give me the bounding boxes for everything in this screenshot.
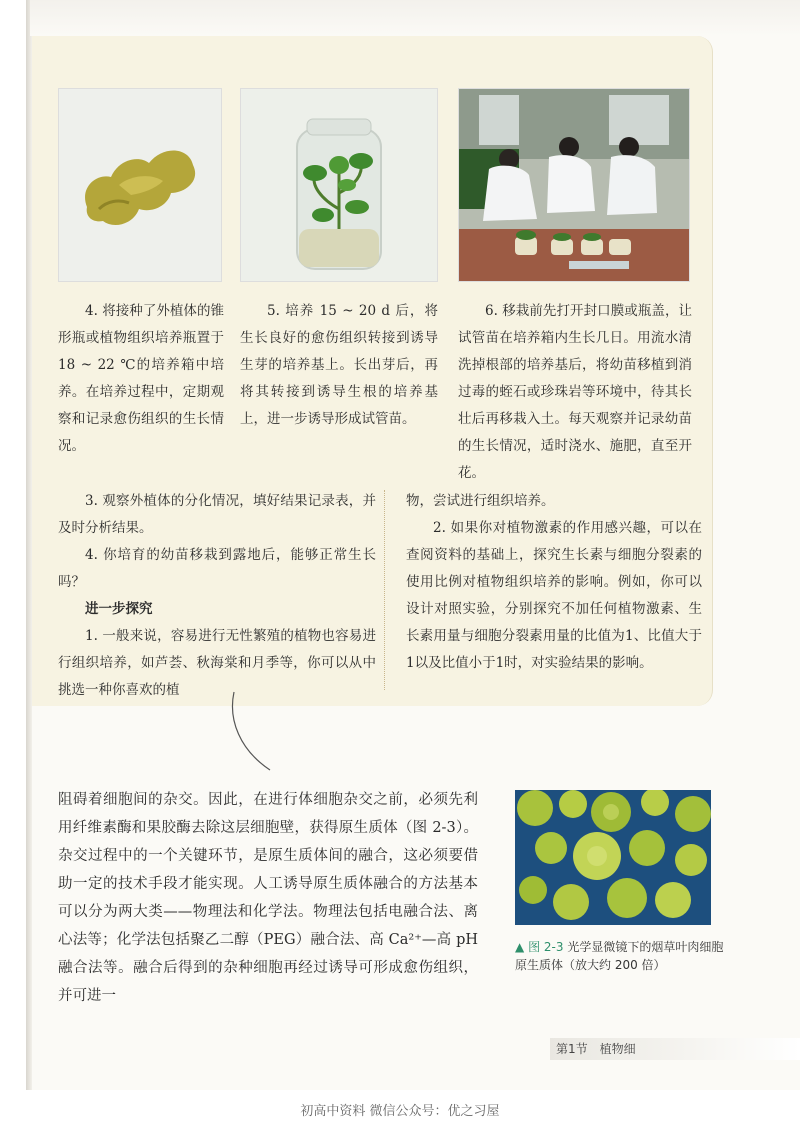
- figure-number: 图 2-3: [528, 940, 564, 954]
- column-divider: [384, 490, 385, 690]
- step-5-text: 5. 培养 15 ~ 20 d 后，将生长良好的愈伤组织转接到诱导生芽的培养基上。长出芽后，再将其转接到诱导生根的培养基上，进一步诱导形成试管苗。: [240, 303, 438, 427]
- watermark-text: 初高中资料 微信公众号：优之习屋: [300, 1104, 500, 1119]
- panel-left-column: [58, 488, 376, 704]
- step-6-text: 6. 移栽前先打开封口膜或瓶盖，让试管苗在培养箱内生长几日。用流水清洗掉根部的培养基后，将幼苗移植到消过毒的蛭石或珍珠岩等环境中，待其长壮后再移栽入土。每天观察并记录幼苗的生长情况，适时浇水、施肥，直至开花。: [458, 303, 692, 481]
- triangle-marker-icon: ▲: [515, 940, 525, 954]
- panel-right-column: [406, 488, 702, 677]
- students-transplant-photo: [458, 88, 690, 282]
- step-4-text: 4. 将接种了外植体的锥形瓶或植物组织培养瓶置于 18 ~ 22 ℃的培养箱中培养。在培养过程中，定期观察和记录愈伤组织的生长情况。: [58, 303, 224, 454]
- further-inquiry-heading: 进一步探究: [85, 601, 153, 617]
- page-curl-line: [222, 690, 282, 774]
- figure-caption: [515, 938, 735, 974]
- figure-caption-text: 光学显微镜下的烟草叶肉细胞原生质体（放大约 200 倍）: [515, 940, 724, 972]
- protoplast-micrograph: [515, 790, 711, 925]
- page-top-shadow: [30, 0, 800, 36]
- plantlet-jar-photo: [240, 88, 438, 282]
- inquiry-item-2: 2. 如果你对植物激素的作用感兴趣，可以在查阅资料的基础上，探究生长素与细胞分裂素的使用比例对植物组织培养的影响。例如，你可以设计对照实验，分别探究不加任何植物激素、生长素用量与细胞分裂素用量的比值为1、比值大于1以及比值小于1时，对实验结果的影响。: [406, 520, 702, 671]
- section-footer: 第1节 植物细: [556, 1042, 636, 1056]
- inquiry-item-1: 1. 一般来说，容易进行无性繁殖的植物也容易进行组织培养，如芦荟、秋海棠和月季等，你可以从中挑选一种你喜欢的植: [58, 628, 376, 698]
- callus-photo: [58, 88, 222, 282]
- result-record-paragraph: 3. 观察外植体的分化情况，填好结果记录表，并及时分析结果。: [58, 493, 376, 536]
- inquiry-item-1-continued: 物，尝试进行组织培养。: [406, 493, 555, 509]
- transplant-question: 4. 你培育的幼苗移栽到露地后，能够正常生长吗？: [58, 547, 376, 590]
- main-body-text: 阻碍着细胞间的杂交。因此，在进行体细胞杂交之前，必须先利用纤维素酶和果胶酶去除这层细胞壁，获得原生质体（图 2-3）。杂交过程中的一个关键环节，是原生质体间的融合，这必须要借助一定的技术手段才能实现。人工诱导原生质体融合的方法基本可以分为两大类——物理法和化学法。物理法包括电融合法、离心法等；化学法包括聚乙二醇（PEG）融合法、高 Ca²⁺—高 pH 融合法等。融合后得到的杂种细胞再经过诱导可形成愈伤组织，并可进一: [58, 792, 478, 1004]
